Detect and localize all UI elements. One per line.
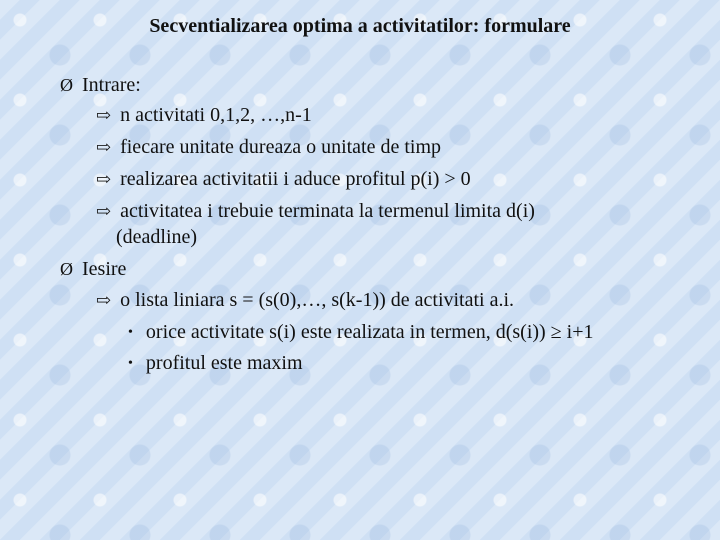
input-item: activitatea i trebuie terminata la termenul limita d(i) xyxy=(120,200,535,222)
outline-arrow-icon: ⇨ xyxy=(96,201,112,221)
output-subitem: profitul este maxim xyxy=(145,352,303,374)
input-item-deadline: (deadline) xyxy=(116,226,198,248)
output-subitem-row xyxy=(128,320,594,345)
outline-arrow-icon: ⇨ xyxy=(96,169,112,189)
input-item-row xyxy=(96,103,312,127)
input-item: fiecare unitate dureaza o unitate de timp xyxy=(120,136,442,158)
output-item: o lista liniara s = (s(0),…, s(k-1)) de activitati a.i. xyxy=(120,289,515,311)
outline-arrow-icon: ⇨ xyxy=(96,105,112,125)
input-item: realizarea activitatii i aduce profitul p(i) > 0 xyxy=(120,168,471,190)
input-heading-row xyxy=(60,73,141,97)
input-item-continuation xyxy=(116,225,197,249)
output-subitem: orice activitate s(i) este realizata in termen, d(s(i)) ≥ i+1 xyxy=(145,321,594,343)
output-item-row xyxy=(96,288,514,312)
input-heading: Intrare: xyxy=(82,74,141,96)
output-subitem-row xyxy=(128,351,303,376)
input-item: n activitati 0,1,2, …,n-1 xyxy=(120,104,312,126)
outline-arrow-icon: ⇨ xyxy=(96,290,112,310)
arrowhead-bullet-icon: Ø xyxy=(60,259,73,279)
output-heading: Iesire xyxy=(82,258,127,280)
output-heading-row xyxy=(60,257,126,281)
outline-arrow-icon: ⇨ xyxy=(96,137,112,157)
arrowhead-bullet-icon: Ø xyxy=(60,75,73,95)
input-item-row xyxy=(96,167,471,191)
slide-title: Secventializarea optima a activitatilor: formulare xyxy=(149,15,571,37)
dot-bullet-icon: • xyxy=(128,325,133,340)
input-item-row xyxy=(96,135,441,159)
dot-bullet-icon: • xyxy=(128,356,133,371)
input-item-row xyxy=(96,199,535,223)
